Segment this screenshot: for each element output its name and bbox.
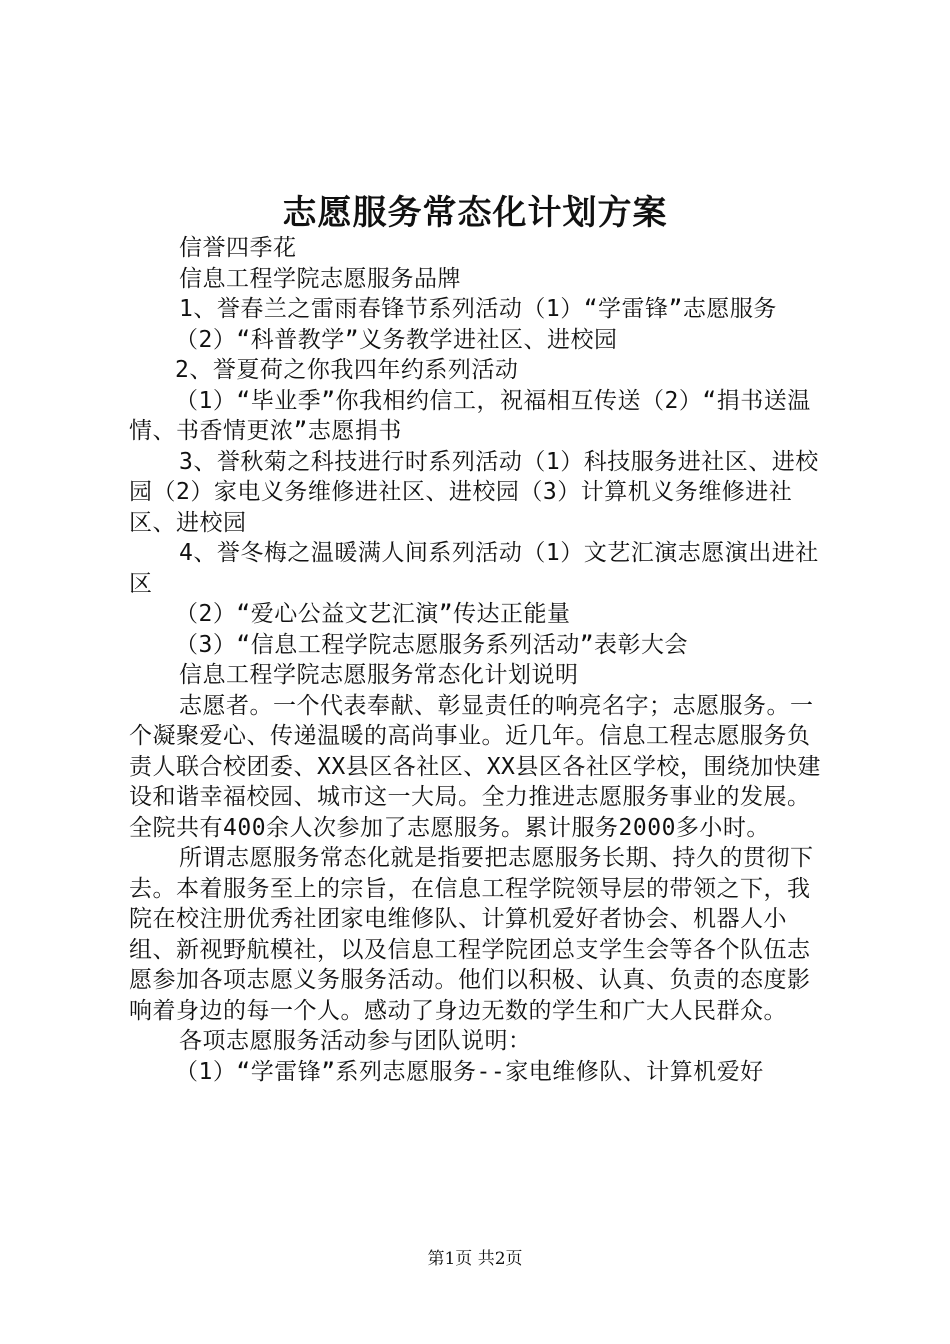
- paragraph-spring-2: （2）“科普教学”义务教学进社区、进校园: [175, 326, 618, 353]
- document-body: [129, 233, 833, 1087]
- paragraph-summer: 2、誉夏荷之你我四年约系列活动: [175, 357, 519, 383]
- paragraph-brand-desc: 信息工程学院志愿服务品牌: [179, 265, 461, 292]
- paragraph-brand: 信誉四季花: [179, 235, 297, 261]
- paragraph-teams-heading: 各项志愿服务活动参与团队说明：: [179, 1028, 532, 1054]
- paragraph-winter-2: （2）“爱心公益文艺汇演”传达正能量: [175, 601, 571, 627]
- paragraph-teams-1: （1）“学雷锋”系列志愿服务--家电维修队、计算机爱好: [175, 1058, 764, 1085]
- paragraph-autumn: 3、誉秋菊之科技进行时系列活动（1）科技服务进社区、进校园（2）家电义务维修进社区、进校园（3）计算机义务维修进社区、进校园: [129, 448, 819, 536]
- paragraph-volunteer-intro: 志愿者。一个代表奉献、彰显责任的响亮名字；志愿服务。一个凝聚爱心、传递温暖的高尚事业。近几年。信息工程志愿服务负责人联合校团委、XX县区各社区、XX县区各社区学校，围绕加快建设和谐幸福校园、城市这一大局。全力推进志愿服务事业的发展。全院共有400余人次参加了志愿服务。累计服务2000多小时。: [129, 692, 821, 841]
- paragraph-spring: 1、誉春兰之雷雨春锋节系列活动（1）“学雷锋”志愿服务: [179, 296, 777, 322]
- paragraph-plan-heading: 信息工程学院志愿服务常态化计划说明: [179, 662, 579, 688]
- paragraph-summer-1: （1）“毕业季”你我相约信工，祝福相互传送（2）“捐书送温情、书香情更浓”志愿捐书: [129, 387, 811, 444]
- paragraph-normalization: 所谓志愿服务常态化就是指要把志愿服务长期、持久的贯彻下去。本着服务至上的宗旨，在信息工程学院领导层的带领之下，我院在校注册优秀社团家电维修队、计算机爱好者协会、机器人小组、新视野航模社，以及信息工程学院团总支学生会等各个队伍志愿参加各项志愿义务服务活动。他们以积极、认真、负责的态度影响着身边的每一个人。感动了身边无数的学生和广大人民群众。: [129, 845, 814, 1024]
- page-number: 第1页 共2页: [427, 1249, 523, 1269]
- paragraph-winter: 4、誉冬梅之温暖满人间系列活动（1）文艺汇演志愿演出进社区: [129, 540, 819, 597]
- document-title: 志愿服务常态化计划方案: [282, 193, 668, 233]
- paragraph-winter-3: （3）“信息工程学院志愿服务系列活动”表彰大会: [175, 631, 689, 658]
